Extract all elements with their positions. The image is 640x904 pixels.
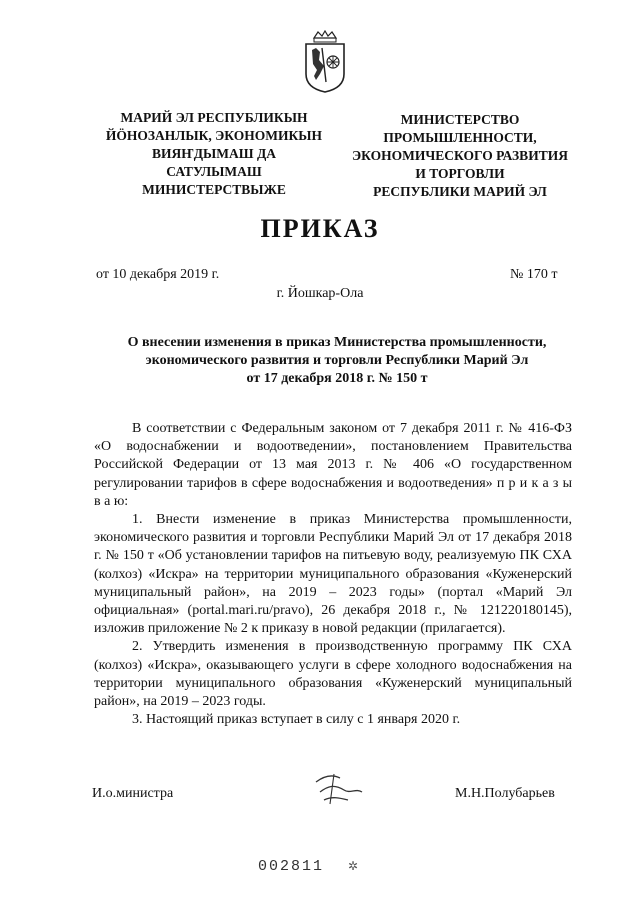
body-paragraph: 3. Настоящий приказ вступает в силу с 1 января 2020 г. xyxy=(132,712,461,728)
subject-line: от 17 декабря 2018 г. № 150 т xyxy=(246,371,428,386)
header-left-line: ЙÖНОЗАНЛЫК, ЭКОНОМИКЫН xyxy=(105,128,323,143)
header-left-line: ВИЯҤДЫМАШ ДА xyxy=(152,146,276,161)
body-paragraph: 2. Утвердить изменения в производственную программу ПК СХА (колхоз) «Искра», оказывающего услуги в сфере холодного водоснабжения на территории муниципального образования «Куженерский муниципальный район», на 2019 – 2023 годы. xyxy=(94,639,572,710)
document-date: от 10 декабря 2019 г. xyxy=(96,267,220,282)
coat-of-arms-icon xyxy=(302,30,348,94)
header-left xyxy=(98,109,330,199)
body-paragraph: В соответствии с Федеральным законом от 7 декабря 2011 г. № 416-ФЗ «О водоснабжении и водоотведении», постановлением Правительства Российской Федерации от 13 мая 2013 г. № 406 «О государственном регулировании тарифов в сфере водоснабжения и водоотведения» п р и к а з ы в а ю: xyxy=(94,421,572,509)
subject-line: экономического развития и торговли Республики Марий Эл xyxy=(145,353,529,368)
stamp-number: 002811 xyxy=(258,858,325,875)
header-right xyxy=(338,111,582,201)
document-number: № 170 т xyxy=(510,267,558,282)
header-left-line: МАРИЙ ЭЛ РЕСПУБЛИКЫН xyxy=(120,110,308,125)
header-right-line: И ТОРГОВЛИ xyxy=(415,166,505,181)
document-subject xyxy=(100,334,574,388)
header-left-line: МИНИСТЕРСТВЫЖЕ xyxy=(142,182,286,197)
signer-name: М.Н.Полубарьев xyxy=(455,786,555,801)
header-right-line: ПРОМЫШЛЕННОСТИ, xyxy=(383,130,537,145)
header-right-line: ЭКОНОМИЧЕСКОГО РАЗВИТИЯ xyxy=(352,148,568,163)
header-right-line: МИНИСТЕРСТВО xyxy=(400,112,520,127)
body-paragraph: 1. Внести изменение в приказ Министерства промышленности, экономического развития и торговли Республики Марий Эл от 17 декабря 2018 г. № 150 т «Об установлении тарифов на питьевую воду, реализуемую ПК СХА (колхоз) «Искра» на территории муниципального образования «Куженерский муниципальный район», на 2019 – 2023 годы» (портал «Марий Эл официальная» (portal.mari.ru/pravo), 26 декабря 2018 г., № 121220180145), изложив приложение № 2 к приказу в новой редакции (прилагается). xyxy=(94,512,572,637)
header-right-line: РЕСПУБЛИКИ МАРИЙ ЭЛ xyxy=(373,184,547,199)
signer-position: И.о.министра xyxy=(92,786,174,801)
document-title: ПРИКАЗ xyxy=(260,214,380,243)
document-city: г. Йошкар-Ола xyxy=(276,286,364,301)
subject-line: О внесении изменения в приказ Министерства промышленности, xyxy=(127,335,547,350)
header-left-line: САТУЛЫМАШ xyxy=(166,164,262,179)
sun-mark-icon: ✲ xyxy=(348,859,359,873)
handwritten-signature xyxy=(310,768,370,808)
document-body xyxy=(94,420,572,729)
